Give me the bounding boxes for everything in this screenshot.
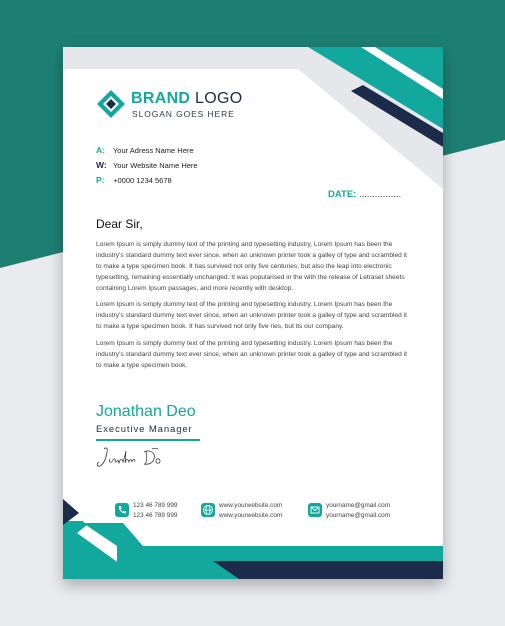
globe-icon (201, 503, 215, 517)
mail-icon (308, 503, 322, 517)
letter-paragraph-2: Lorem Ipsum is simply dummy text of the printing and typesetting industry. Lorem Ipsum has been the industry's standard dummy text ever since, when an unknown printer took a galley of type and scrambled it to make a type specimen book. It has survived not only five ries, but its our company. (96, 301, 407, 331)
brand-logo-text (131, 90, 242, 108)
contact-address-key: A: (96, 145, 105, 155)
footer-email-line-2: yourname@gmail.com (326, 512, 391, 519)
date-label: DATE: (328, 189, 357, 200)
signer-name: Jonathan Deo (96, 403, 196, 420)
date-value: ................ (358, 189, 402, 200)
brand-slogan: SLOGAN GOES HERE (132, 109, 235, 119)
brand-logo-word: LOGO (195, 90, 243, 107)
footer-phone-line-2: 123 46 789 999 (133, 512, 178, 519)
letter-paragraph-3: Lorem Ipsum is simply dummy text of the printing and typesetting industry. Lorem Ipsum has been the industry's standard dummy text ever since, when an unknown printer took a galley of type and scrambled it to make a type specimen book. (96, 340, 407, 370)
date-field (328, 189, 401, 200)
contact-address-value: Your Adress Name Here (112, 146, 194, 155)
contact-website-key: W: (96, 160, 107, 170)
handwritten-signature (94, 445, 194, 471)
signer-underline (96, 439, 200, 441)
footer-website-line-2: www.yourwebsite.com (219, 512, 283, 519)
contact-website-value: Your Website Name Here (112, 161, 198, 170)
footer-phone-line-1: 123 46 789 999 (133, 502, 178, 509)
contact-website (96, 160, 198, 170)
contact-phone-key: P: (96, 175, 105, 185)
contact-address (96, 145, 194, 155)
phone-icon (115, 503, 129, 517)
letterhead-page (63, 47, 443, 579)
bottom-navy-band (213, 561, 443, 579)
contact-phone (96, 175, 172, 185)
footer-website-line-1: www.yourwebsite.com (219, 502, 283, 509)
brand-logo-icon (96, 89, 126, 119)
contact-phone-value: +0000 1234 5678 (113, 176, 172, 185)
letter-greeting: Dear Sir, (96, 217, 143, 231)
letter-paragraph-1: Lorem Ipsum is simply dummy text of the printing and typesetting industry. Lorem Ipsum has been the industry's standard dummy text ever since, when an unknown printer took a galley of type and scrambled it to make a type specimen book. It has survived not only five centuries, but also the leap into electronic typesetting, remaining essentially unchanged. It was popularised in the with the release of Letraset sheets containing Lorem Ipsum passages, and more recently with desktop. (96, 241, 407, 293)
signer-title: Executive Manager (96, 424, 193, 435)
brand-name: BRAND (131, 90, 191, 107)
footer-email-line-1: yourname@gmail.com (326, 502, 391, 509)
